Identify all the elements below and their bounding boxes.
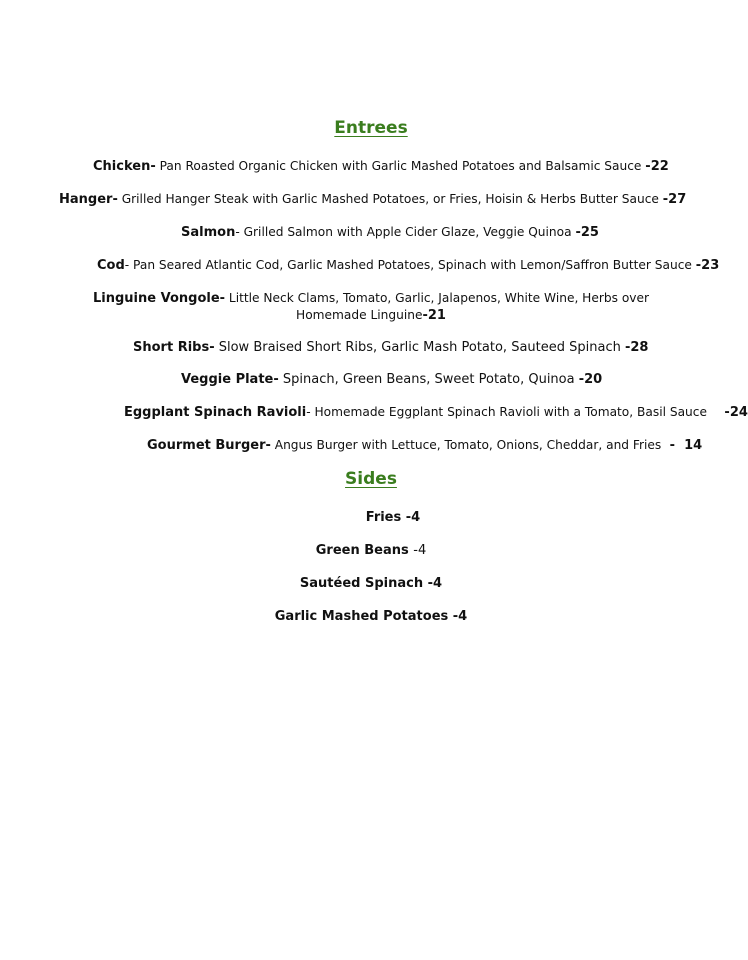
item-description: - Homemade Eggplant Spinach Ravioli with a Tomato, Basil Sauce bbox=[306, 405, 711, 419]
menu-item-salmon bbox=[181, 224, 599, 241]
item-price: -20 bbox=[578, 372, 603, 387]
item-name: Chicken- bbox=[93, 159, 156, 174]
item-name: Salmon bbox=[181, 225, 236, 240]
side-name: Sautéed Spinach bbox=[299, 576, 428, 591]
side-item-sauteed-spinach bbox=[0, 575, 742, 592]
item-description: Spinach, Green Beans, Sweet Potato, Quinoa bbox=[278, 372, 579, 387]
menu-item-linguine-vongole bbox=[0, 290, 742, 324]
side-name: Fries bbox=[365, 510, 406, 525]
item-description: - Pan Seared Atlantic Cod, Garlic Mashed Potatoes, Spinach with Lemon/Saffron Butter Sauce bbox=[124, 258, 696, 272]
item-name: Short Ribs- bbox=[133, 340, 215, 355]
item-price: -22 bbox=[645, 159, 669, 174]
side-price: -4 bbox=[413, 543, 427, 558]
item-name: Cod bbox=[97, 258, 125, 273]
item-price: -27 bbox=[662, 192, 687, 207]
item-price: -24 bbox=[710, 405, 748, 420]
item-name: Gourmet Burger- bbox=[147, 438, 271, 453]
item-description: Pan Roasted Organic Chicken with Garlic Mashed Potatoes and Balsamic Sauce bbox=[155, 159, 646, 173]
item-name: Veggie Plate- bbox=[181, 372, 279, 387]
side-price: -4 bbox=[452, 609, 468, 624]
side-name: Green Beans bbox=[315, 543, 414, 558]
item-price: - 14 bbox=[665, 438, 703, 453]
item-description: - Grilled Salmon with Apple Cider Glaze, Veggie Quinoa bbox=[235, 225, 576, 239]
menu-item-veggie-plate bbox=[181, 371, 602, 388]
menu-item-gourmet-burger bbox=[147, 437, 702, 454]
item-price: -23 bbox=[695, 258, 720, 273]
item-price: -21 bbox=[422, 308, 446, 323]
side-price: -4 bbox=[405, 510, 421, 525]
item-description: Angus Burger with Lettuce, Tomato, Onions, Cheddar, and Fries bbox=[270, 438, 666, 452]
entrees-heading: Entrees bbox=[334, 118, 408, 138]
side-item-green-beans bbox=[0, 542, 742, 559]
menu-item-hanger bbox=[59, 191, 686, 208]
sides-heading: Sides bbox=[345, 469, 397, 489]
side-item-garlic-mashed-potatoes bbox=[0, 608, 742, 625]
side-name: Garlic Mashed Potatoes bbox=[274, 609, 453, 624]
item-name: Hanger- bbox=[59, 192, 118, 207]
menu-item-eggplant-ravioli bbox=[124, 404, 748, 421]
side-price: -4 bbox=[427, 576, 443, 591]
menu-item-chicken bbox=[93, 158, 669, 175]
item-price: -25 bbox=[575, 225, 599, 240]
side-item-fries bbox=[0, 509, 742, 526]
item-name: Eggplant Spinach Ravioli bbox=[124, 405, 307, 420]
item-description: Slow Braised Short Ribs, Garlic Mash Potato, Sauteed Spinach bbox=[214, 340, 625, 355]
menu-item-cod bbox=[97, 257, 719, 274]
item-name: Linguine Vongole- bbox=[93, 291, 226, 306]
item-price: -28 bbox=[624, 340, 649, 355]
menu-item-short-ribs bbox=[133, 339, 648, 356]
item-description: Little Neck Clams, Tomato, Garlic, Jalapenos, White Wine, Herbs over Homemade Linguine bbox=[225, 291, 649, 322]
item-description: Grilled Hanger Steak with Garlic Mashed Potatoes, or Fries, Hoisin & Herbs Butter Sauce bbox=[117, 192, 663, 206]
